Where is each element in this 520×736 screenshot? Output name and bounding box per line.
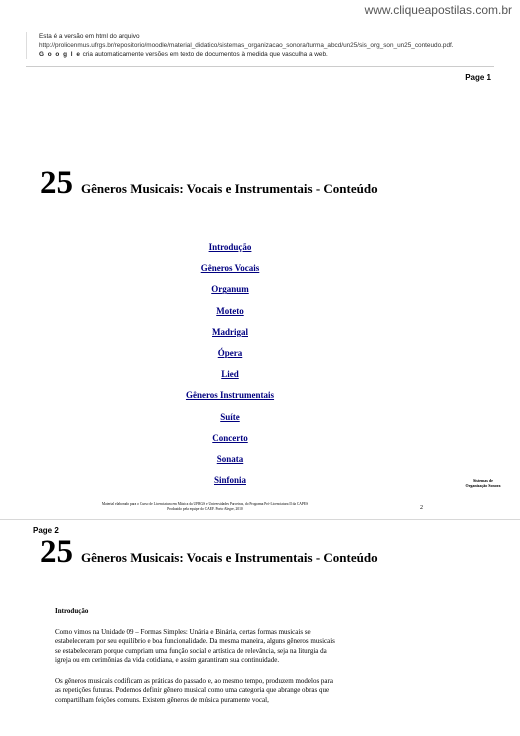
- side-note-line: Sistemas de: [473, 478, 493, 483]
- footer-line: Produzido pela equipe do CAEF. Porto Alegre, 2010: [167, 507, 243, 511]
- notice-divider: [26, 66, 494, 67]
- toc-link-organum[interactable]: Organum: [211, 284, 249, 295]
- course-side-note: [458, 478, 508, 488]
- body-paragraph: Os gêneros musicais codificam as práticas do passado e, ao mesmo tempo, produzem modelos para as repetições futuras. Podemos definir gênero musical como uma categoria que abrange obras que compartilham feições comuns. Existem gêneros de música puramente vocal,: [55, 677, 333, 704]
- chapter-title: Gêneros Musicais: Vocais e Instrumentais - Conteúdo: [81, 181, 378, 196]
- toc-link-opera[interactable]: Ópera: [217, 347, 243, 358]
- section-heading-introducao: Introdução: [55, 607, 89, 615]
- chapter-title: Gêneros Musicais: Vocais e Instrumentais - Conteúdo: [81, 550, 378, 565]
- toc-link-sinfonia[interactable]: Sinfonia: [213, 475, 246, 486]
- site-url[interactable]: www.cliqueapostilas.com.br: [364, 3, 512, 17]
- page-footer-note: [80, 502, 330, 512]
- footer-page-number: 2: [420, 505, 423, 511]
- toc-link-madrigal[interactable]: Madrigal: [212, 326, 248, 337]
- table-of-contents: [150, 240, 310, 494]
- chapter-number: 25: [40, 165, 73, 201]
- notice-line: Esta é a versão em html do arquivo: [39, 33, 140, 40]
- conversion-notice: [26, 32, 509, 59]
- toc-link-generos-vocais[interactable]: Gêneros Vocais: [200, 263, 260, 274]
- toc-link-introducao[interactable]: Introdução: [208, 242, 252, 252]
- toc-link-sonata[interactable]: Sonata: [216, 453, 244, 464]
- toc-link-lied[interactable]: Lied: [221, 369, 239, 380]
- notice-google-line: [39, 50, 509, 59]
- footer-line: Material elaborado para o Curso de Licenciatura em Música da UFRGS e Universidades Parceiras, do Programa Pró-Licenciatura II da CAPES: [101, 502, 309, 506]
- page-break-divider: [0, 519, 520, 520]
- toc-link-suite[interactable]: Suíte: [220, 411, 240, 422]
- toc-link-generos-instrumentais[interactable]: Gêneros Instrumentais: [185, 390, 275, 401]
- toc-link-moteto[interactable]: Moteto: [216, 305, 244, 316]
- body-paragraph: Como vimos na Unidade 09 – Formas Simples: Unária e Binária, certas formas musicais se estabeleceram por seu equilíbrio e boa funcionalidade. Da mesma maneira, alguns gêneros musicais se estabeleceram porque cumpriam uma função social e artística de relevância, seja na liturgia da igreja ou em cerimônias da vida cotidiana, e assim garantiram sua continuidade.: [55, 628, 335, 665]
- chapter-heading-page-1: [40, 165, 378, 202]
- side-note-line: Organização Sonora: [465, 483, 501, 488]
- google-wordmark: G o o g l e: [39, 51, 81, 58]
- chapter-heading-page-2: [40, 534, 378, 571]
- toc-link-concerto[interactable]: Concerto: [212, 432, 248, 443]
- page-1-label: Page 1: [465, 73, 491, 82]
- source-url-link[interactable]: http://prolicenmus.ufrgs.br/repositorio/moodle/material_didatico/sistemas_organizacao_sonora/turma_abcd/un25/sis_org_son_un25_conteudo.pdf.: [39, 42, 454, 49]
- chapter-number: 25: [40, 534, 73, 570]
- page-2-label: Page 2: [33, 526, 59, 535]
- notice-line-rest: cria automaticamente versões em texto de documentos à medida que vasculha a web.: [80, 51, 328, 58]
